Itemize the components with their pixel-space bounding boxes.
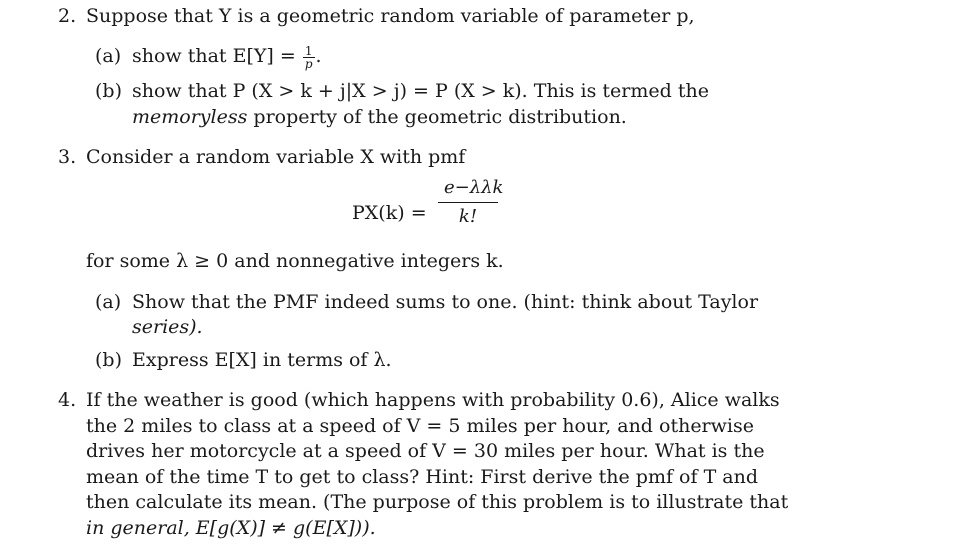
problem-2-number: 2. (58, 5, 77, 27)
problem-4-line: then calculate its mean. (The purpose of this problem is to illustrate that (86, 491, 789, 513)
problem-3b-label: (b) (95, 349, 122, 371)
problem-2a-text-pre: show that E[Y] = (132, 45, 296, 67)
problem-4-line: mean of the time T to get to class? Hint: First derive the pmf of T and (86, 466, 759, 488)
fraction-denominator: p (304, 56, 313, 71)
problem-2b-continuation-rest: property of the geometric distribution. (253, 106, 627, 128)
fraction-numerator: 1 (303, 45, 315, 58)
problem-2a-text (132, 44, 322, 70)
problem-2b-continuation (132, 105, 627, 129)
problem-2b-label: (b) (95, 80, 122, 102)
problem-2a-label: (a) (95, 45, 122, 67)
problem-4-line: the 2 miles to class at a speed of V = 5 miles per hour, and otherwise (86, 415, 754, 437)
problem-3a-continuation: series). (132, 316, 203, 338)
problem-2a-text-post: . (315, 45, 322, 67)
problem-2-stem: Suppose that Y is a geometric random variable of parameter p, (86, 5, 695, 27)
problem-4-number: 4. (58, 389, 77, 411)
problem-3-condition: for some λ ≥ 0 and nonnegative integers k. (86, 250, 504, 272)
problem-3a-label: (a) (95, 291, 122, 313)
problem-2a-fraction (303, 45, 315, 70)
problem-4-line: in general, E[g(X)] ≠ g(E[X])). (86, 517, 376, 539)
pmf-formula-denominator: k! (458, 206, 478, 227)
problem-4-line: drives her motorcycle at a speed of V = 30 miles per hour. What is the (86, 440, 765, 462)
memoryless-term: memoryless (132, 106, 248, 128)
pmf-formula-lhs: PX(k) = (352, 202, 427, 224)
problem-3a-text: Show that the PMF indeed sums to one. (hint: think about Taylor (132, 291, 759, 313)
pmf-formula-numerator: e−λλk (438, 176, 498, 203)
problem-3-stem: Consider a random variable X with pmf (86, 146, 466, 168)
pmf-formula-fraction (438, 176, 504, 229)
problem-3b-text: Express E[X] in terms of λ. (132, 349, 392, 371)
problem-2b-text: show that P (X > k + j|X > j) = P (X > k). This is termed the (132, 80, 709, 102)
problem-3-number: 3. (58, 146, 77, 168)
problem-4-line: If the weather is good (which happens with probability 0.6), Alice walks (86, 389, 780, 411)
